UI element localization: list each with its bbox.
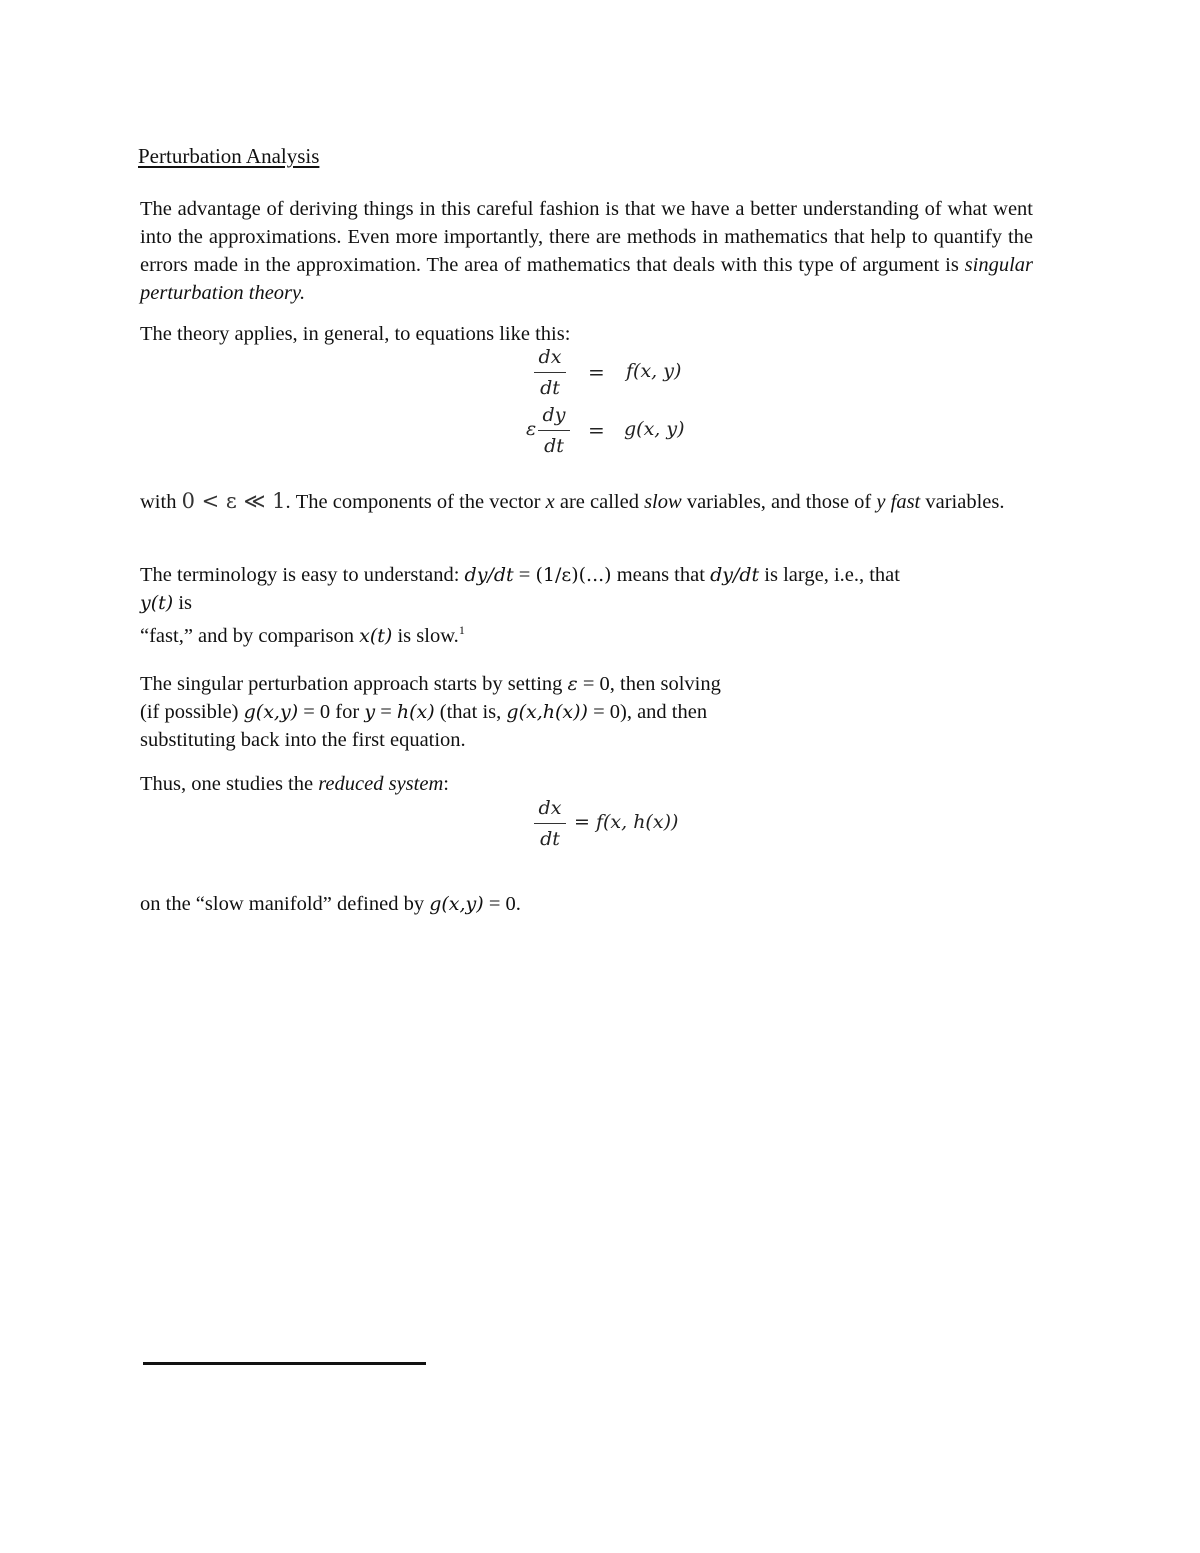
paragraph-variables: with 0 < ε ≪ 1. The components of the vector x are called slow variables, and those of y fast variables. <box>140 489 1005 513</box>
paragraph-approach: The singular perturbation approach starts by setting ε = 0, then solving (if possible) g(x,y) = 0 for y = h(x) (that is, g(x,h(x)) = 0), and then substituting back into the first equation. <box>140 673 721 751</box>
paragraph-manifold: on the “slow manifold” defined by g(x,y) = 0. <box>140 893 521 915</box>
page-title: Perturbation Analysis <box>138 144 320 168</box>
condition-math: 0 < ε ≪ 1 <box>181 489 286 513</box>
equation-rhs: = f(x, h(x)) <box>574 811 679 833</box>
intro-text: The advantage of deriving things in this careful fashion is that we have a better understanding of what went into the approximations. Even more importantly, there are methods in mathematics that help to quantify the errors made in the approximation. The area of mathematics that deals with this type of argument is <box>140 198 1033 276</box>
fraction-dx-dt: dx dt <box>530 795 570 852</box>
paragraph-reduced: Thus, one studies the reduced system: <box>140 773 449 795</box>
footnote-separator <box>143 1362 426 1365</box>
equation-rhs: g(x, y) <box>624 418 685 440</box>
fraction-dx-dt: dx dt <box>530 344 570 401</box>
epsilon-prefix: ε <box>526 418 537 440</box>
intro-emphasis: singular perturbation theory. <box>140 254 1033 304</box>
paragraph-fast-slow: “fast,” and by comparison x(t) is slow.$^1$ <box>140 623 465 647</box>
paragraph-intro <box>140 195 1033 307</box>
paragraph-theory: The theory applies, in general, to equations like this: <box>140 323 571 345</box>
equals-sign: = <box>588 418 605 442</box>
paragraph-terminology: The terminology is easy to understand: dy/dt = (1/ε)(...) means that dy/dt is large, i.e., that y(t) is <box>140 564 900 614</box>
equals-sign: = <box>588 360 605 384</box>
fraction-dy-dt: dy dt <box>534 402 574 459</box>
equation-rhs: f(x, y) <box>626 360 682 382</box>
footnote-marker: 1 <box>458 623 465 638</box>
